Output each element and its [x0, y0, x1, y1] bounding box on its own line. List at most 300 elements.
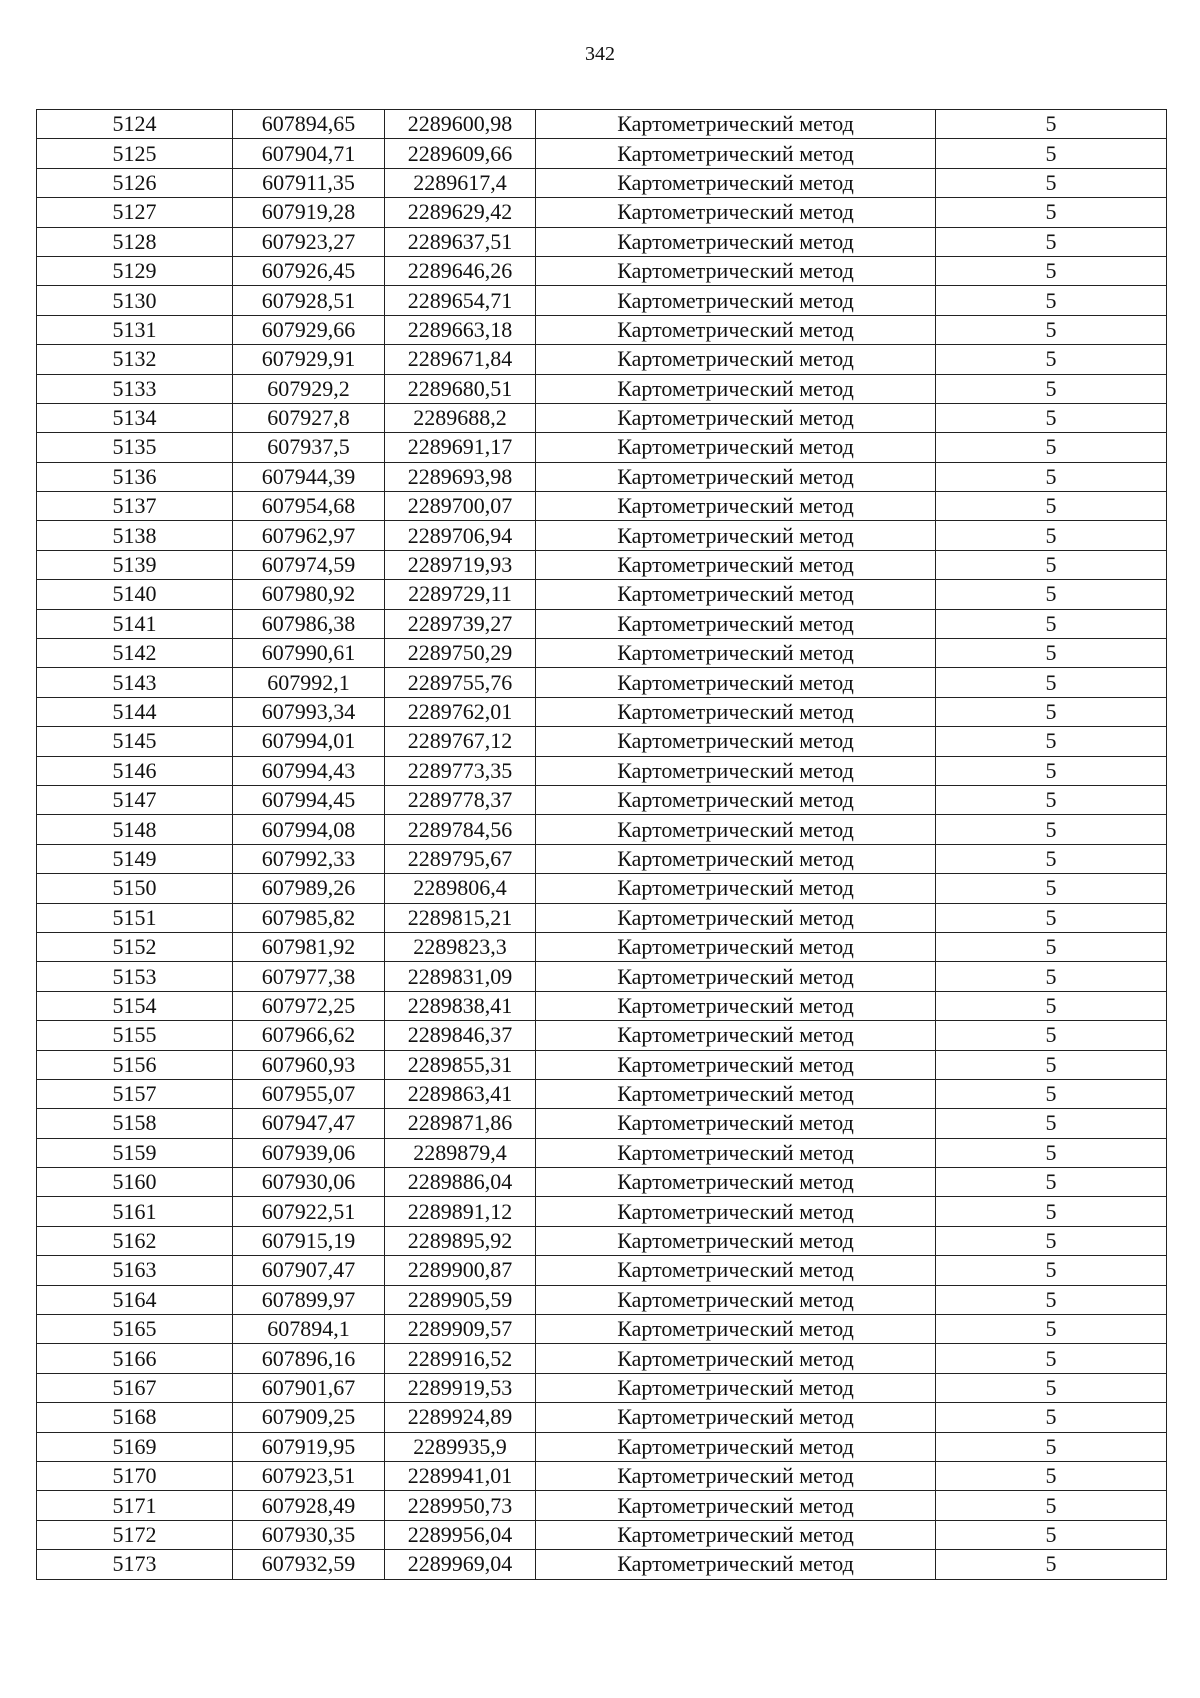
point-number-cell: 5145 — [37, 727, 233, 756]
method-cell: Картометрический метод — [536, 727, 936, 756]
table-row — [37, 315, 1167, 344]
x-coordinate-cell: 607909,25 — [233, 1403, 385, 1432]
y-coordinate-cell: 2289871,86 — [385, 1109, 536, 1138]
method-cell: Картометрический метод — [536, 168, 936, 197]
method-cell: Картометрический метод — [536, 874, 936, 903]
accuracy-cell: 5 — [936, 1168, 1167, 1197]
x-coordinate-cell: 607960,93 — [233, 1050, 385, 1079]
method-cell: Картометрический метод — [536, 492, 936, 521]
method-cell: Картометрический метод — [536, 1491, 936, 1520]
accuracy-cell: 5 — [936, 1138, 1167, 1167]
method-cell: Картометрический метод — [536, 639, 936, 668]
method-cell: Картометрический метод — [536, 256, 936, 285]
method-cell: Картометрический метод — [536, 198, 936, 227]
x-coordinate-cell: 607923,51 — [233, 1461, 385, 1490]
method-cell: Картометрический метод — [536, 1197, 936, 1226]
y-coordinate-cell: 2289637,51 — [385, 227, 536, 256]
accuracy-cell: 5 — [936, 609, 1167, 638]
point-number-cell: 5166 — [37, 1344, 233, 1373]
x-coordinate-cell: 607928,49 — [233, 1491, 385, 1520]
y-coordinate-cell: 2289900,87 — [385, 1256, 536, 1285]
y-coordinate-cell: 2289831,09 — [385, 962, 536, 991]
point-number-cell: 5143 — [37, 668, 233, 697]
accuracy-cell: 5 — [936, 1256, 1167, 1285]
point-number-cell: 5144 — [37, 697, 233, 726]
x-coordinate-cell: 607927,8 — [233, 403, 385, 432]
method-cell: Картометрический метод — [536, 1432, 936, 1461]
accuracy-cell: 5 — [936, 1285, 1167, 1314]
table-row — [37, 844, 1167, 873]
method-cell: Картометрический метод — [536, 815, 936, 844]
accuracy-cell: 5 — [936, 1520, 1167, 1549]
y-coordinate-cell: 2289846,37 — [385, 1021, 536, 1050]
method-cell: Картометрический метод — [536, 991, 936, 1020]
method-cell: Картометрический метод — [536, 1550, 936, 1579]
table-row — [37, 1138, 1167, 1167]
table-row — [37, 903, 1167, 932]
y-coordinate-cell: 2289778,37 — [385, 785, 536, 814]
y-coordinate-cell: 2289691,17 — [385, 433, 536, 462]
y-coordinate-cell: 2289891,12 — [385, 1197, 536, 1226]
x-coordinate-cell: 607896,16 — [233, 1344, 385, 1373]
x-coordinate-cell: 607930,06 — [233, 1168, 385, 1197]
accuracy-cell: 5 — [936, 785, 1167, 814]
method-cell: Картометрический метод — [536, 139, 936, 168]
accuracy-cell: 5 — [936, 374, 1167, 403]
accuracy-cell: 5 — [936, 256, 1167, 285]
accuracy-cell: 5 — [936, 462, 1167, 491]
table-row — [37, 492, 1167, 521]
accuracy-cell: 5 — [936, 492, 1167, 521]
x-coordinate-cell: 607955,07 — [233, 1079, 385, 1108]
accuracy-cell: 5 — [936, 1373, 1167, 1402]
y-coordinate-cell: 2289924,89 — [385, 1403, 536, 1432]
y-coordinate-cell: 2289916,52 — [385, 1344, 536, 1373]
y-coordinate-cell: 2289739,27 — [385, 609, 536, 638]
accuracy-cell: 5 — [936, 286, 1167, 315]
x-coordinate-cell: 607981,92 — [233, 932, 385, 961]
point-number-cell: 5161 — [37, 1197, 233, 1226]
method-cell: Картометрический метод — [536, 1021, 936, 1050]
point-number-cell: 5169 — [37, 1432, 233, 1461]
y-coordinate-cell: 2289600,98 — [385, 110, 536, 139]
method-cell: Картометрический метод — [536, 1138, 936, 1167]
method-cell: Картометрический метод — [536, 110, 936, 139]
point-number-cell: 5173 — [37, 1550, 233, 1579]
y-coordinate-cell: 2289806,4 — [385, 874, 536, 903]
table-row — [37, 286, 1167, 315]
method-cell: Картометрический метод — [536, 844, 936, 873]
x-coordinate-cell: 607994,43 — [233, 756, 385, 785]
method-cell: Картометрический метод — [536, 1256, 936, 1285]
table-row — [37, 874, 1167, 903]
accuracy-cell: 5 — [936, 962, 1167, 991]
y-coordinate-cell: 2289855,31 — [385, 1050, 536, 1079]
y-coordinate-cell: 2289950,73 — [385, 1491, 536, 1520]
method-cell: Картометрический метод — [536, 756, 936, 785]
x-coordinate-cell: 607930,35 — [233, 1520, 385, 1549]
y-coordinate-cell: 2289719,93 — [385, 550, 536, 579]
accuracy-cell: 5 — [936, 903, 1167, 932]
table-row — [37, 580, 1167, 609]
x-coordinate-cell: 607899,97 — [233, 1285, 385, 1314]
point-number-cell: 5157 — [37, 1079, 233, 1108]
accuracy-cell: 5 — [936, 1344, 1167, 1373]
table-row — [37, 198, 1167, 227]
x-coordinate-cell: 607993,34 — [233, 697, 385, 726]
table-row — [37, 962, 1167, 991]
table-row — [37, 756, 1167, 785]
y-coordinate-cell: 2289646,26 — [385, 256, 536, 285]
accuracy-cell: 5 — [936, 110, 1167, 139]
method-cell: Картометрический метод — [536, 550, 936, 579]
accuracy-cell: 5 — [936, 1226, 1167, 1255]
x-coordinate-cell: 607937,5 — [233, 433, 385, 462]
point-number-cell: 5151 — [37, 903, 233, 932]
point-number-cell: 5132 — [37, 345, 233, 374]
table-row — [37, 1550, 1167, 1579]
y-coordinate-cell: 2289784,56 — [385, 815, 536, 844]
point-number-cell: 5129 — [37, 256, 233, 285]
table-row — [37, 1373, 1167, 1402]
accuracy-cell: 5 — [936, 433, 1167, 462]
accuracy-cell: 5 — [936, 580, 1167, 609]
method-cell: Картометрический метод — [536, 785, 936, 814]
method-cell: Картометрический метод — [536, 227, 936, 256]
y-coordinate-cell: 2289773,35 — [385, 756, 536, 785]
x-coordinate-cell: 607947,47 — [233, 1109, 385, 1138]
table-row — [37, 139, 1167, 168]
y-coordinate-cell: 2289795,67 — [385, 844, 536, 873]
accuracy-cell: 5 — [936, 550, 1167, 579]
x-coordinate-cell: 607894,65 — [233, 110, 385, 139]
x-coordinate-cell: 607923,27 — [233, 227, 385, 256]
table-row — [37, 1109, 1167, 1138]
coordinates-table — [36, 109, 1167, 1580]
accuracy-cell: 5 — [936, 1079, 1167, 1108]
table-row — [37, 991, 1167, 1020]
point-number-cell: 5158 — [37, 1109, 233, 1138]
x-coordinate-cell: 607980,92 — [233, 580, 385, 609]
x-coordinate-cell: 607907,47 — [233, 1256, 385, 1285]
accuracy-cell: 5 — [936, 1403, 1167, 1432]
table-row — [37, 932, 1167, 961]
x-coordinate-cell: 607994,08 — [233, 815, 385, 844]
accuracy-cell: 5 — [936, 1461, 1167, 1490]
table-row — [37, 668, 1167, 697]
point-number-cell: 5130 — [37, 286, 233, 315]
accuracy-cell: 5 — [936, 991, 1167, 1020]
point-number-cell: 5139 — [37, 550, 233, 579]
accuracy-cell: 5 — [936, 1432, 1167, 1461]
table-row — [37, 110, 1167, 139]
table-row — [37, 521, 1167, 550]
table-row — [37, 168, 1167, 197]
table-row — [37, 1226, 1167, 1255]
y-coordinate-cell: 2289815,21 — [385, 903, 536, 932]
point-number-cell: 5134 — [37, 403, 233, 432]
x-coordinate-cell: 607954,68 — [233, 492, 385, 521]
point-number-cell: 5127 — [37, 198, 233, 227]
x-coordinate-cell: 607985,82 — [233, 903, 385, 932]
method-cell: Картометрический метод — [536, 697, 936, 726]
method-cell: Картометрический метод — [536, 1109, 936, 1138]
accuracy-cell: 5 — [936, 168, 1167, 197]
table-row — [37, 1285, 1167, 1314]
y-coordinate-cell: 2289886,04 — [385, 1168, 536, 1197]
y-coordinate-cell: 2289956,04 — [385, 1520, 536, 1549]
accuracy-cell: 5 — [936, 639, 1167, 668]
point-number-cell: 5159 — [37, 1138, 233, 1167]
accuracy-cell: 5 — [936, 1050, 1167, 1079]
method-cell: Картометрический метод — [536, 1520, 936, 1549]
accuracy-cell: 5 — [936, 403, 1167, 432]
table-row — [37, 1256, 1167, 1285]
table-row — [37, 815, 1167, 844]
x-coordinate-cell: 607894,1 — [233, 1315, 385, 1344]
accuracy-cell: 5 — [936, 1197, 1167, 1226]
x-coordinate-cell: 607919,95 — [233, 1432, 385, 1461]
x-coordinate-cell: 607919,28 — [233, 198, 385, 227]
table-row — [37, 697, 1167, 726]
accuracy-cell: 5 — [936, 521, 1167, 550]
point-number-cell: 5126 — [37, 168, 233, 197]
accuracy-cell: 5 — [936, 315, 1167, 344]
y-coordinate-cell: 2289905,59 — [385, 1285, 536, 1314]
table-row — [37, 1197, 1167, 1226]
table-row — [37, 1461, 1167, 1490]
accuracy-cell: 5 — [936, 227, 1167, 256]
x-coordinate-cell: 607922,51 — [233, 1197, 385, 1226]
table-row — [37, 1432, 1167, 1461]
method-cell: Картометрический метод — [536, 286, 936, 315]
y-coordinate-cell: 2289838,41 — [385, 991, 536, 1020]
y-coordinate-cell: 2289863,41 — [385, 1079, 536, 1108]
method-cell: Картометрический метод — [536, 1079, 936, 1108]
x-coordinate-cell: 607977,38 — [233, 962, 385, 991]
method-cell: Картометрический метод — [536, 433, 936, 462]
method-cell: Картометрический метод — [536, 1315, 936, 1344]
point-number-cell: 5170 — [37, 1461, 233, 1490]
y-coordinate-cell: 2289629,42 — [385, 198, 536, 227]
method-cell: Картометрический метод — [536, 668, 936, 697]
x-coordinate-cell: 607974,59 — [233, 550, 385, 579]
y-coordinate-cell: 2289654,71 — [385, 286, 536, 315]
y-coordinate-cell: 2289693,98 — [385, 462, 536, 491]
point-number-cell: 5140 — [37, 580, 233, 609]
method-cell: Картометрический метод — [536, 1344, 936, 1373]
table-row — [37, 1520, 1167, 1549]
y-coordinate-cell: 2289941,01 — [385, 1461, 536, 1490]
x-coordinate-cell: 607928,51 — [233, 286, 385, 315]
accuracy-cell: 5 — [936, 1109, 1167, 1138]
method-cell: Картометрический метод — [536, 1226, 936, 1255]
table-row — [37, 1168, 1167, 1197]
point-number-cell: 5164 — [37, 1285, 233, 1314]
table-row — [37, 256, 1167, 285]
table-row — [37, 1403, 1167, 1432]
point-number-cell: 5128 — [37, 227, 233, 256]
point-number-cell: 5154 — [37, 991, 233, 1020]
x-coordinate-cell: 607926,45 — [233, 256, 385, 285]
x-coordinate-cell: 607994,01 — [233, 727, 385, 756]
table-row — [37, 1079, 1167, 1108]
y-coordinate-cell: 2289617,4 — [385, 168, 536, 197]
accuracy-cell: 5 — [936, 1021, 1167, 1050]
x-coordinate-cell: 607966,62 — [233, 1021, 385, 1050]
point-number-cell: 5141 — [37, 609, 233, 638]
accuracy-cell: 5 — [936, 1550, 1167, 1579]
method-cell: Картометрический метод — [536, 1461, 936, 1490]
point-number-cell: 5150 — [37, 874, 233, 903]
table-row — [37, 1021, 1167, 1050]
y-coordinate-cell: 2289762,01 — [385, 697, 536, 726]
x-coordinate-cell: 607932,59 — [233, 1550, 385, 1579]
y-coordinate-cell: 2289969,04 — [385, 1550, 536, 1579]
point-number-cell: 5142 — [37, 639, 233, 668]
y-coordinate-cell: 2289671,84 — [385, 345, 536, 374]
point-number-cell: 5168 — [37, 1403, 233, 1432]
method-cell: Картометрический метод — [536, 403, 936, 432]
x-coordinate-cell: 607911,35 — [233, 168, 385, 197]
y-coordinate-cell: 2289767,12 — [385, 727, 536, 756]
method-cell: Картометрический метод — [536, 903, 936, 932]
x-coordinate-cell: 607939,06 — [233, 1138, 385, 1167]
method-cell: Картометрический метод — [536, 1168, 936, 1197]
x-coordinate-cell: 607915,19 — [233, 1226, 385, 1255]
y-coordinate-cell: 2289909,57 — [385, 1315, 536, 1344]
page-number: 342 — [585, 43, 615, 65]
table-row — [37, 403, 1167, 432]
table-row — [37, 785, 1167, 814]
method-cell: Картометрический метод — [536, 1285, 936, 1314]
y-coordinate-cell: 2289706,94 — [385, 521, 536, 550]
method-cell: Картометрический метод — [536, 1373, 936, 1402]
method-cell: Картометрический метод — [536, 1403, 936, 1432]
y-coordinate-cell: 2289755,76 — [385, 668, 536, 697]
method-cell: Картометрический метод — [536, 1050, 936, 1079]
x-coordinate-cell: 607929,2 — [233, 374, 385, 403]
table-row — [37, 639, 1167, 668]
x-coordinate-cell: 607929,91 — [233, 345, 385, 374]
y-coordinate-cell: 2289750,29 — [385, 639, 536, 668]
method-cell: Картометрический метод — [536, 962, 936, 991]
table-row — [37, 345, 1167, 374]
accuracy-cell: 5 — [936, 874, 1167, 903]
point-number-cell: 5147 — [37, 785, 233, 814]
x-coordinate-cell: 607944,39 — [233, 462, 385, 491]
point-number-cell: 5135 — [37, 433, 233, 462]
y-coordinate-cell: 2289823,3 — [385, 932, 536, 961]
x-coordinate-cell: 607994,45 — [233, 785, 385, 814]
point-number-cell: 5131 — [37, 315, 233, 344]
x-coordinate-cell: 607986,38 — [233, 609, 385, 638]
accuracy-cell: 5 — [936, 1491, 1167, 1520]
point-number-cell: 5138 — [37, 521, 233, 550]
y-coordinate-cell: 2289663,18 — [385, 315, 536, 344]
accuracy-cell: 5 — [936, 844, 1167, 873]
y-coordinate-cell: 2289879,4 — [385, 1138, 536, 1167]
table-row — [37, 1344, 1167, 1373]
accuracy-cell: 5 — [936, 727, 1167, 756]
table-row — [37, 1491, 1167, 1520]
point-number-cell: 5155 — [37, 1021, 233, 1050]
y-coordinate-cell: 2289935,9 — [385, 1432, 536, 1461]
method-cell: Картометрический метод — [536, 609, 936, 638]
y-coordinate-cell: 2289919,53 — [385, 1373, 536, 1402]
accuracy-cell: 5 — [936, 668, 1167, 697]
x-coordinate-cell: 607989,26 — [233, 874, 385, 903]
table-row — [37, 550, 1167, 579]
accuracy-cell: 5 — [936, 756, 1167, 785]
point-number-cell: 5160 — [37, 1168, 233, 1197]
accuracy-cell: 5 — [936, 1315, 1167, 1344]
point-number-cell: 5163 — [37, 1256, 233, 1285]
table-row — [37, 374, 1167, 403]
y-coordinate-cell: 2289680,51 — [385, 374, 536, 403]
point-number-cell: 5172 — [37, 1520, 233, 1549]
y-coordinate-cell: 2289700,07 — [385, 492, 536, 521]
method-cell: Картометрический метод — [536, 521, 936, 550]
method-cell: Картометрический метод — [536, 932, 936, 961]
point-number-cell: 5148 — [37, 815, 233, 844]
point-number-cell: 5165 — [37, 1315, 233, 1344]
accuracy-cell: 5 — [936, 198, 1167, 227]
point-number-cell: 5136 — [37, 462, 233, 491]
x-coordinate-cell: 607904,71 — [233, 139, 385, 168]
point-number-cell: 5152 — [37, 932, 233, 961]
point-number-cell: 5167 — [37, 1373, 233, 1402]
x-coordinate-cell: 607990,61 — [233, 639, 385, 668]
x-coordinate-cell: 607929,66 — [233, 315, 385, 344]
y-coordinate-cell: 2289688,2 — [385, 403, 536, 432]
point-number-cell: 5125 — [37, 139, 233, 168]
point-number-cell: 5162 — [37, 1226, 233, 1255]
accuracy-cell: 5 — [936, 932, 1167, 961]
table-row — [37, 727, 1167, 756]
table-row — [37, 433, 1167, 462]
point-number-cell: 5156 — [37, 1050, 233, 1079]
x-coordinate-cell: 607992,33 — [233, 844, 385, 873]
accuracy-cell: 5 — [936, 697, 1167, 726]
point-number-cell: 5171 — [37, 1491, 233, 1520]
point-number-cell: 5153 — [37, 962, 233, 991]
point-number-cell: 5133 — [37, 374, 233, 403]
x-coordinate-cell: 607972,25 — [233, 991, 385, 1020]
accuracy-cell: 5 — [936, 345, 1167, 374]
method-cell: Картометрический метод — [536, 345, 936, 374]
x-coordinate-cell: 607992,1 — [233, 668, 385, 697]
accuracy-cell: 5 — [936, 815, 1167, 844]
table-row — [37, 227, 1167, 256]
accuracy-cell: 5 — [936, 139, 1167, 168]
x-coordinate-cell: 607901,67 — [233, 1373, 385, 1402]
method-cell: Картометрический метод — [536, 580, 936, 609]
point-number-cell: 5146 — [37, 756, 233, 785]
method-cell: Картометрический метод — [536, 315, 936, 344]
table-row — [37, 609, 1167, 638]
method-cell: Картометрический метод — [536, 374, 936, 403]
y-coordinate-cell: 2289729,11 — [385, 580, 536, 609]
y-coordinate-cell: 2289609,66 — [385, 139, 536, 168]
coordinates-table-body — [37, 110, 1167, 1580]
point-number-cell: 5137 — [37, 492, 233, 521]
table-row — [37, 1315, 1167, 1344]
table-row — [37, 1050, 1167, 1079]
table-row — [37, 462, 1167, 491]
y-coordinate-cell: 2289895,92 — [385, 1226, 536, 1255]
point-number-cell: 5124 — [37, 110, 233, 139]
